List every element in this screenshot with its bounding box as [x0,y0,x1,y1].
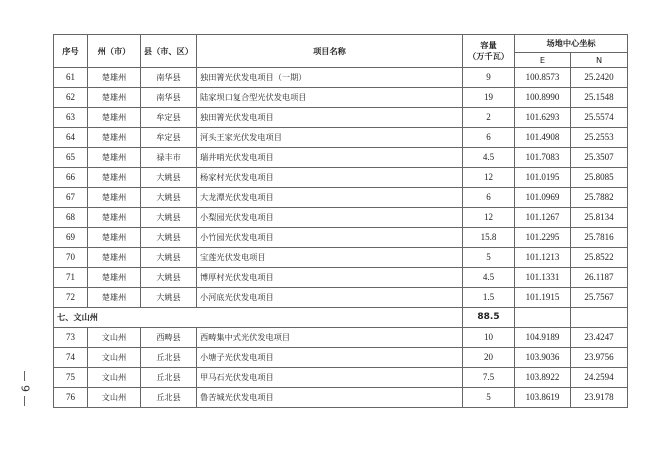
cell-capacity: 6 [463,188,515,208]
cell-seq: 65 [54,148,88,168]
cell-project-name: 甲马石光伏发电项目 [197,368,463,388]
cell-n: 25.1548 [571,88,628,108]
cell-capacity: 4.5 [463,148,515,168]
table-row [54,388,628,408]
cell-n: 23.4247 [571,328,628,348]
section-empty-n [571,308,628,328]
cell-seq: 71 [54,268,88,288]
cell-capacity: 19 [463,88,515,108]
cell-project-name: 河头王家光伏发电项目 [197,128,463,148]
table-row [54,188,628,208]
cell-n: 23.9178 [571,388,628,408]
header-e: E [515,53,571,68]
cell-n: 25.8522 [571,248,628,268]
cell-county: 丘北县 [141,368,197,388]
cell-county: 大姚县 [141,268,197,288]
cell-county: 丘北县 [141,388,197,408]
cell-capacity: 20 [463,348,515,368]
header-project-name: 项目名称 [197,35,463,68]
cell-project-name: 独田箐光伏发电项目（一期） [197,68,463,88]
cell-seq: 70 [54,248,88,268]
cell-n: 25.3507 [571,148,628,168]
cell-capacity: 5 [463,248,515,268]
cell-seq: 68 [54,208,88,228]
table-row [54,128,628,148]
cell-seq: 73 [54,328,88,348]
header-capacity-line2: （万千瓦） [468,51,509,61]
cell-county: 大姚县 [141,188,197,208]
cell-prefecture: 楚雄州 [88,268,141,288]
table-row [54,248,628,268]
cell-capacity: 5 [463,388,515,408]
cell-n: 25.7816 [571,228,628,248]
cell-e: 101.1267 [515,208,571,228]
cell-n: 23.9756 [571,348,628,368]
cell-seq: 74 [54,348,88,368]
cell-seq: 69 [54,228,88,248]
cell-capacity: 4.5 [463,268,515,288]
cell-county: 大姚县 [141,228,197,248]
cell-capacity: 1.5 [463,288,515,308]
cell-prefecture: 楚雄州 [88,228,141,248]
cell-n: 25.7882 [571,188,628,208]
table-row [54,328,628,348]
cell-n: 26.1187 [571,268,628,288]
section-wenshan [54,308,628,328]
cell-prefecture: 楚雄州 [88,128,141,148]
cell-capacity: 6 [463,128,515,148]
cell-e: 100.8573 [515,68,571,88]
header-county: 县（市、区） [141,35,197,68]
cell-prefecture: 楚雄州 [88,88,141,108]
cell-n: 25.5574 [571,108,628,128]
cell-seq: 62 [54,88,88,108]
cell-e: 101.1915 [515,288,571,308]
cell-prefecture: 楚雄州 [88,108,141,128]
table-row [54,208,628,228]
cell-seq: 61 [54,68,88,88]
cell-seq: 63 [54,108,88,128]
cell-project-name: 鲁苦城光伏发电项目 [197,388,463,408]
cell-capacity: 15.8 [463,228,515,248]
header-coords: 场地中心坐标 [515,35,628,53]
cell-n: 25.7567 [571,288,628,308]
cell-prefecture: 楚雄州 [88,248,141,268]
cell-capacity: 7.5 [463,368,515,388]
cell-e: 101.4908 [515,128,571,148]
cell-county: 大姚县 [141,208,197,228]
section-label: 七、文山州 [54,308,463,328]
cell-e: 100.8990 [515,88,571,108]
table-row [54,88,628,108]
cell-e: 103.8619 [515,388,571,408]
cell-county: 西畴县 [141,328,197,348]
cell-county: 禄丰市 [141,148,197,168]
cell-seq: 67 [54,188,88,208]
header-n: N [571,53,628,68]
cell-prefecture: 楚雄州 [88,288,141,308]
cell-prefecture: 楚雄州 [88,68,141,88]
cell-e: 101.6293 [515,108,571,128]
cell-seq: 75 [54,368,88,388]
cell-n: 25.2553 [571,128,628,148]
cell-project-name: 杨家村光伏发电项目 [197,168,463,188]
cell-county: 大姚县 [141,288,197,308]
table-row [54,288,628,308]
section-capacity: 88.5 [463,308,515,328]
cell-county: 南华县 [141,68,197,88]
cell-prefecture: 楚雄州 [88,168,141,188]
page-number: — 9 — [18,370,32,406]
project-table [53,34,628,408]
cell-n: 24.2594 [571,368,628,388]
cell-capacity: 10 [463,328,515,348]
cell-project-name: 陆家坝口复合型光伏发电项目 [197,88,463,108]
header-seq: 序号 [54,35,88,68]
cell-county: 大姚县 [141,248,197,268]
cell-prefecture: 文山州 [88,388,141,408]
cell-capacity: 12 [463,168,515,188]
table-body-chuxiong [54,68,628,308]
cell-project-name: 西畴集中式光伏发电项目 [197,328,463,348]
cell-prefecture: 文山州 [88,328,141,348]
table-row [54,268,628,288]
cell-e: 101.2295 [515,228,571,248]
cell-e: 101.7083 [515,148,571,168]
cell-county: 大姚县 [141,168,197,188]
cell-project-name: 宝莲光伏发电项目 [197,248,463,268]
cell-project-name: 大龙潭光伏发电项目 [197,188,463,208]
cell-project-name: 小竹园光伏发电项目 [197,228,463,248]
cell-seq: 66 [54,168,88,188]
table-row [54,228,628,248]
cell-e: 104.9189 [515,328,571,348]
table-header [54,35,628,68]
table-row [54,168,628,188]
header-capacity-line1: 容量 [480,40,497,50]
cell-n: 25.8085 [571,168,628,188]
cell-project-name: 瑞井哨光伏发电项目 [197,148,463,168]
cell-prefecture: 楚雄州 [88,188,141,208]
cell-county: 丘北县 [141,348,197,368]
cell-e: 101.0195 [515,168,571,188]
cell-capacity: 12 [463,208,515,228]
cell-e: 101.1331 [515,268,571,288]
cell-project-name: 小河底光伏发电项目 [197,288,463,308]
cell-project-name: 博厚村光伏发电项目 [197,268,463,288]
cell-seq: 72 [54,288,88,308]
cell-capacity: 9 [463,68,515,88]
cell-prefecture: 楚雄州 [88,148,141,168]
cell-county: 牟定县 [141,108,197,128]
cell-project-name: 小梨园光伏发电项目 [197,208,463,228]
table-body-wenshan [54,328,628,408]
cell-e: 103.8922 [515,368,571,388]
cell-project-name: 独田箐光伏发电项目 [197,108,463,128]
cell-n: 25.2420 [571,68,628,88]
table-row [54,68,628,88]
table-row [54,108,628,128]
table-row [54,368,628,388]
cell-e: 103.9036 [515,348,571,368]
header-capacity [463,35,515,68]
cell-prefecture: 文山州 [88,368,141,388]
cell-capacity: 2 [463,108,515,128]
section-row [54,308,628,328]
cell-prefecture: 楚雄州 [88,208,141,228]
cell-e: 101.0969 [515,188,571,208]
cell-prefecture: 文山州 [88,348,141,368]
cell-seq: 76 [54,388,88,408]
cell-county: 南华县 [141,88,197,108]
table-row [54,348,628,368]
table-row [54,148,628,168]
cell-e: 101.1213 [515,248,571,268]
cell-seq: 64 [54,128,88,148]
section-empty-e [515,308,571,328]
header-prefecture: 州（市） [88,35,141,68]
cell-n: 25.8134 [571,208,628,228]
cell-project-name: 小塘子光伏发电项目 [197,348,463,368]
cell-county: 牟定县 [141,128,197,148]
